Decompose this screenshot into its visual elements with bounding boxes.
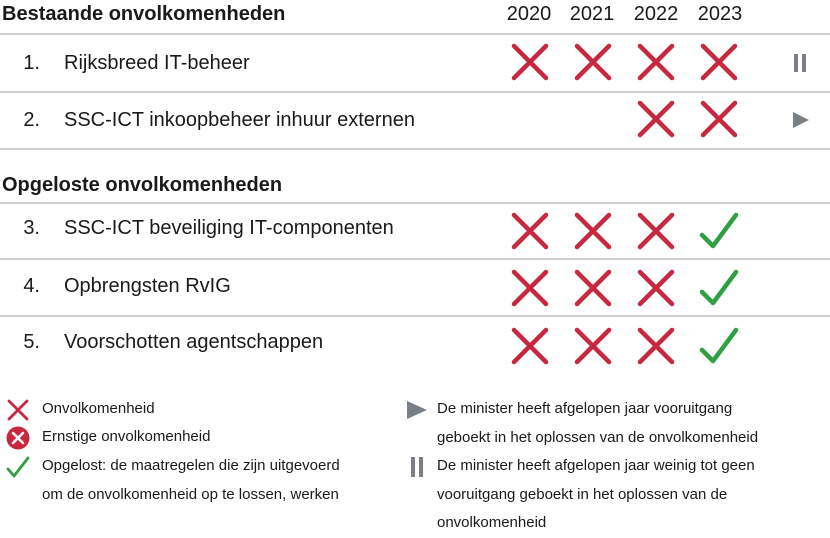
check-icon	[699, 211, 739, 251]
table-row	[0, 42, 830, 84]
legend-right	[400, 395, 830, 534]
cross-icon	[573, 326, 613, 366]
legend-label-cross: Onvolkomenheid	[42, 400, 155, 417]
year-header-2023: 2023	[697, 3, 743, 25]
row-label: Rijksbreed IT-beheer	[64, 52, 250, 74]
cross-icon	[636, 268, 676, 308]
legend-label-serious: Ernstige onvolkomenheid	[42, 428, 211, 445]
play-icon	[405, 398, 429, 422]
row-number: 1.	[23, 52, 40, 74]
row-number: 5.	[23, 331, 40, 353]
legend-label-progress: De minister heeft afgelopen jaar vooruitgang geboekt in het oplossen van de onvolkomenheid	[437, 400, 759, 446]
divider	[0, 91, 830, 93]
legend-label-little-progress: De minister heeft afgelopen jaar weinig tot geen vooruitgang geboekt in het oplossen van de onvolkomenheid	[437, 457, 755, 531]
cross-icon	[573, 42, 613, 82]
section-title-resolved: Opgeloste onvolkomenheden	[2, 174, 283, 196]
legend-label-resolved: Opgelost: de maatregelen die zijn uitgevoerd om de onvolkomenheid op te lossen, werken	[42, 457, 340, 503]
check-icon	[6, 455, 30, 479]
cross-icon	[510, 268, 550, 308]
pause-icon	[790, 53, 810, 73]
cross-icon	[510, 211, 550, 251]
cross-icon	[573, 211, 613, 251]
cross-icon	[510, 42, 550, 82]
row-label: SSC-ICT beveiliging IT-componenten	[64, 217, 394, 239]
cross-icon	[699, 99, 739, 139]
cross-icon	[636, 99, 676, 139]
cross-icon	[636, 211, 676, 251]
serious-cross-icon	[6, 426, 30, 450]
cross-icon	[510, 326, 550, 366]
legend-left	[0, 395, 400, 525]
divider	[0, 202, 830, 204]
year-header-2020: 2020	[506, 3, 552, 25]
section-title-existing: Bestaande onvolkomenheden	[2, 3, 286, 25]
table-row	[0, 99, 830, 141]
row-number: 3.	[23, 217, 40, 239]
cross-icon	[573, 268, 613, 308]
row-number: 2.	[23, 109, 40, 131]
check-icon	[699, 268, 739, 308]
year-header-2021: 2021	[569, 3, 615, 25]
cross-icon	[6, 398, 30, 422]
divider	[0, 258, 830, 260]
table-row	[0, 210, 830, 252]
cross-icon	[636, 42, 676, 82]
check-icon	[699, 326, 739, 366]
divider	[0, 315, 830, 317]
table-row	[0, 324, 830, 366]
row-label: SSC-ICT inkoopbeheer inhuur externen	[64, 109, 415, 131]
year-header-2022: 2022	[633, 3, 679, 25]
divider	[0, 148, 830, 150]
play-icon	[791, 110, 811, 130]
row-label: Voorschotten agentschappen	[64, 331, 324, 353]
divider	[0, 33, 830, 35]
row-label: Opbrengsten RvIG	[64, 275, 231, 297]
pause-icon	[405, 455, 429, 479]
row-number: 4.	[23, 275, 40, 297]
cross-icon	[699, 42, 739, 82]
cross-icon	[636, 326, 676, 366]
table-row	[0, 267, 830, 309]
